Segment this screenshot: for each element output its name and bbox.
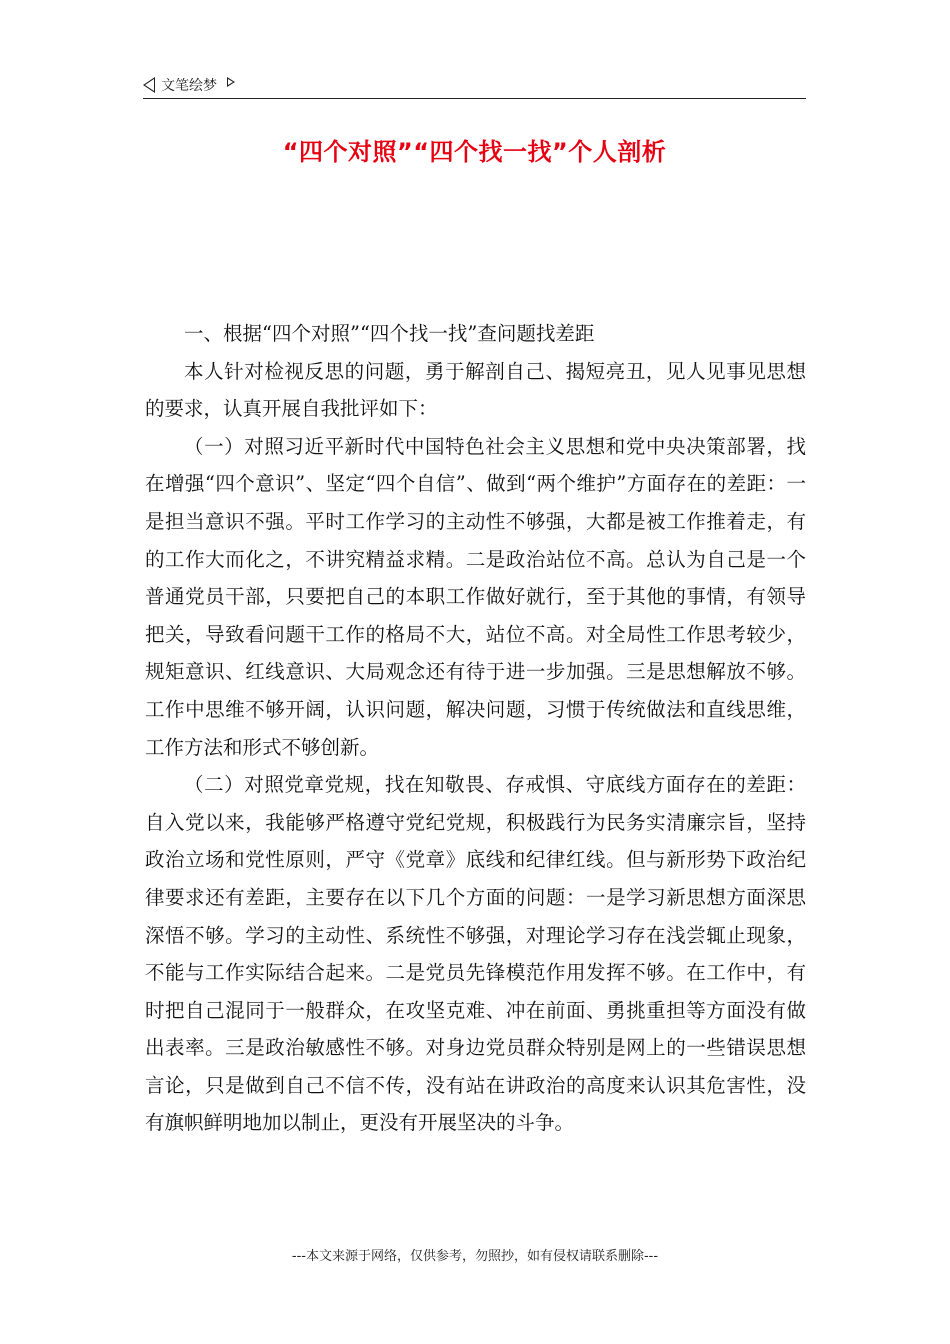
section-heading: 一、根据“四个对照”“四个找一找”查问题找差距 <box>184 322 595 345</box>
left-triangle-icon <box>143 77 155 93</box>
right-triangle-icon <box>227 77 235 87</box>
document-title: “四个对照”“四个找一找”个人剖析 <box>282 138 667 166</box>
document-body <box>145 315 806 1142</box>
page-header <box>143 72 806 99</box>
paragraph-two: （二）对照党章党规，找在知敬畏、存戒惧、守底线方面存在的差距：自入党以来，我能够严格遵守党纪党规，积极践行为民务实清廉宗旨，坚持政治立场和党性原则，严守《党章》底线和纪律红线。但与新形势下政治纪律要求还有差距，主要存在以下几个方面的问题：一是学习新思想方面深思深悟不够。学习的主动性、系统性不够强，对理论学习存在浅尝辄止现象，不能与工作实际结合起来。二是党员先锋模范作用发挥不够。在工作中，有时把自己混同于一般群众，在攻坚克难、冲在前面、勇挑重担等方面没有做出表率。三是政治敏感性不够。对身边党员群众特别是网上的一些错误思想言论，只是做到自己不信不传，没有站在讲政治的高度来认识其危害性，没有旗帜鲜明地加以制止，更没有开展坚决的斗争。 <box>145 773 806 1135</box>
header-brand: 文笔绘梦 <box>161 78 217 94</box>
paragraph-one: （一）对照习近平新时代中国特色社会主义思想和党中央决策部署，找在增强“四个意识”、坚定“四个自信”、做到“两个维护”方面存在的差距：一是担当意识不强。平时工作学习的主动性不够强，大都是被工作推着走，有的工作大而化之，不讲究精益求精。二是政治站位不高。总认为自己是一个普通党员干部，只要把自己的本职工作做好就行，至于其他的事情，有领导把关，导致看问题干工作的格局不大，站位不高。对全局性工作思考较少，规矩意识、红线意识、大局观念还有待于进一步加强。三是思想解放不够。工作中思维不够开阔，认识问题，解决问题，习惯于传统做法和直线思维，工作方法和形式不够创新。 <box>145 434 806 759</box>
page-footer: ---本文来源于网络，仅供参考，勿照抄，如有侵权请联系删除--- <box>291 1249 659 1264</box>
intro-paragraph: 本人针对检视反思的问题，勇于解剖自己、揭短亮丑，见人见事见思想的要求，认真开展自我批评如下： <box>145 359 806 421</box>
